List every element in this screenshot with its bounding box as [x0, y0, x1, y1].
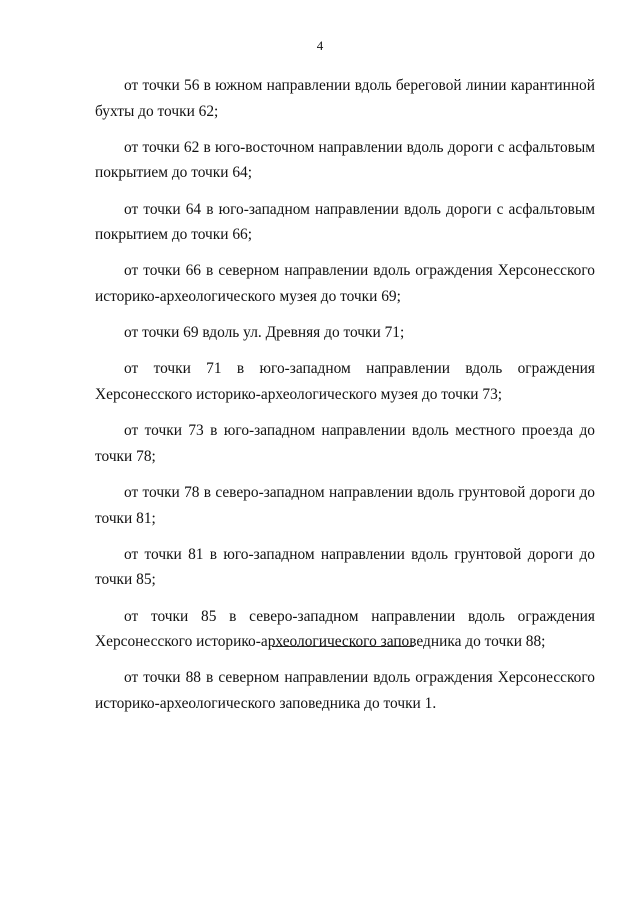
paragraph-6: от точки 71 в юго-западном направлении вдоль ограждения Херсонесского историко-археологического музея до точки 73;: [95, 360, 595, 403]
paragraph-10: от точки 85 в северо-западном направлении вдоль ограждения Херсонесского историко-археологического заповедника до точки 88;: [95, 607, 595, 651]
document-body: [95, 73, 595, 727]
paragraph-7: от точки 73 в юго-западном направлении вдоль местного проезда до точки 78;: [95, 422, 595, 465]
paragraph-2: от точки 62 в юго-восточном направлении вдоль дороги с асфальтовым покрытием до точки 64;: [95, 138, 595, 182]
closing-divider: [272, 646, 414, 647]
paragraph-5: от точки 69 вдоль ул. Древняя до точки 71;: [124, 324, 405, 342]
paragraph-9: от точки 81 в юго-западном направлении вдоль грунтовой дороги до точки 85;: [95, 545, 595, 589]
page-number: 4: [316, 38, 324, 53]
paragraph-11: от точки 88 в северном направлении вдоль ограждения Херсонесского историко-археологического заповедника до точки 1.: [95, 669, 595, 712]
paragraph-1: от точки 56 в южном направлении вдоль береговой линии карантинной бухты до точки 62;: [95, 77, 595, 120]
paragraph-8: от точки 78 в северо-западном направлении вдоль грунтовой дороги до точки 81;: [95, 484, 595, 527]
paragraph-4: от точки 66 в северном направлении вдоль ограждения Херсонесского историко-археологического музея до точки 69;: [95, 262, 595, 305]
paragraph-3: от точки 64 в юго-западном направлении вдоль дороги с асфальтовым покрытием до точки 66;: [95, 200, 595, 244]
